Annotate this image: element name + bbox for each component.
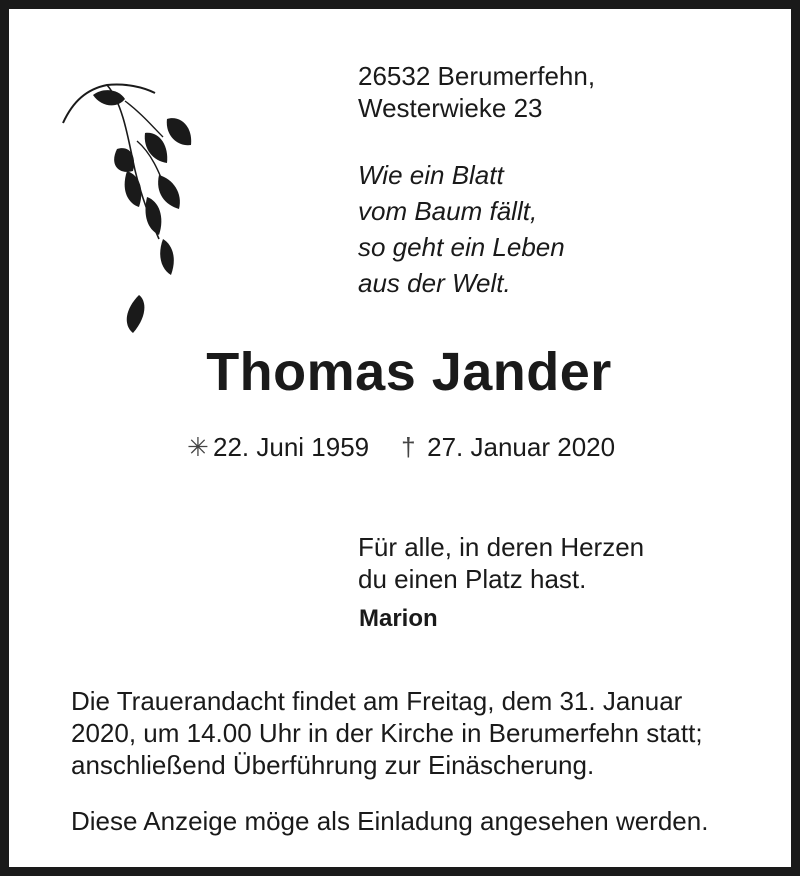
service-notice: [71, 685, 771, 781]
address-line: 26532 Berumerfehn,: [358, 61, 596, 91]
verse-line: so geht ein Leben: [358, 232, 565, 262]
invitation-note: Diese Anzeige möge als Einladung angesehen werden.: [71, 806, 709, 836]
verse-line: vom Baum fällt,: [358, 196, 538, 226]
signature: Marion: [359, 605, 438, 632]
notice-line: 2020, um 14.00 Uhr in der Kirche in Berumerfehn statt;: [71, 718, 703, 748]
address: [358, 60, 595, 124]
deceased-name: Thomas Jander: [206, 342, 612, 402]
birth-date: 22. Juni 1959: [213, 432, 370, 462]
address-line: Westerwieke 23: [358, 93, 543, 123]
notice-line: Die Trauerandacht findet am Freitag, dem 31. Januar: [71, 686, 683, 716]
memorial-verse: [358, 157, 565, 301]
dedication-line: du einen Platz hast.: [358, 564, 587, 594]
dedication-line: Für alle, in deren Herzen: [358, 532, 645, 562]
verse-line: Wie ein Blatt: [358, 160, 504, 190]
dedication: [358, 531, 644, 595]
death-cross-icon: †: [401, 432, 416, 462]
leaf-branch-icon: [55, 71, 215, 351]
death-date: 27. Januar 2020: [427, 432, 616, 462]
birth-star-icon: ✳: [187, 432, 209, 462]
verse-line: aus der Welt.: [358, 268, 511, 298]
life-dates: [187, 430, 615, 464]
notice-line: anschließend Überführung zur Einäscherung.: [71, 750, 595, 780]
